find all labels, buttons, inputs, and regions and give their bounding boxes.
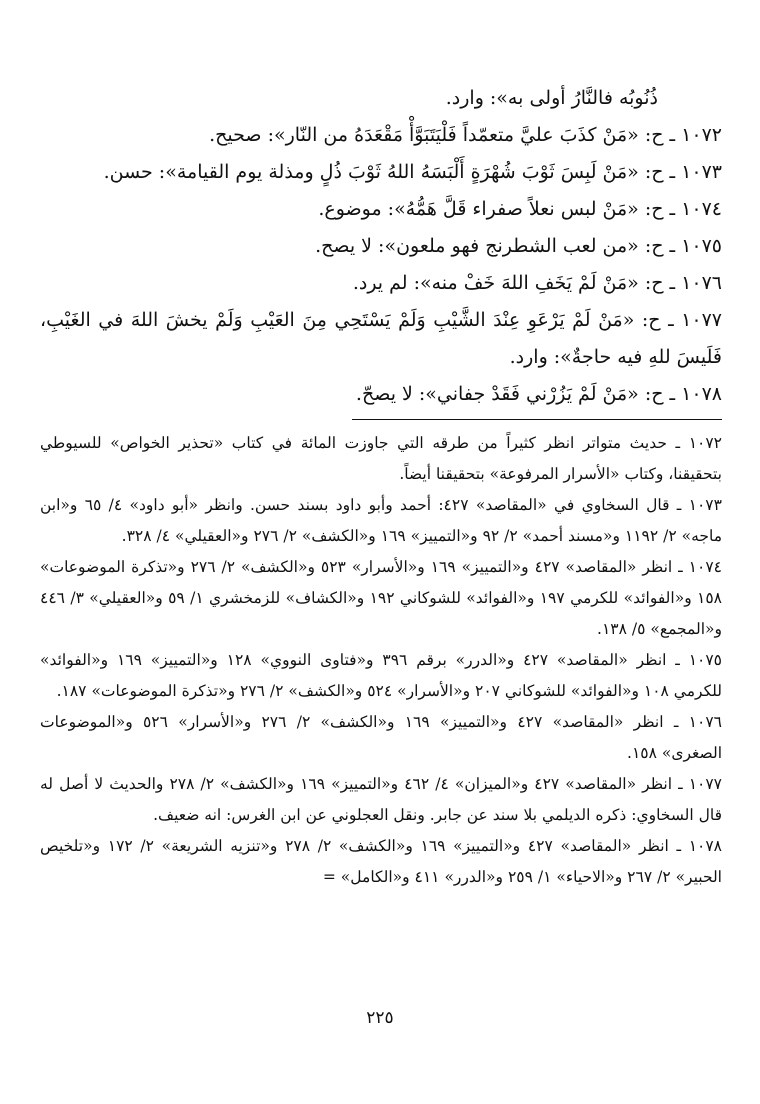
footnote-text: قال السخاوي في «المقاصد» ٤٢٧: أحمد وأبو داود بسند حسن. وانظر «أبو داود» ٤/ ٦٥ و«ابن ماجه» ٢/ ١١٩٢ و«مسند أحمد» ٢/ ٩٢ و«التمييز» ١٦٩ و«الكشف» ٢/ ٢٧٦ و«العقيلي» ٤/ ٣٢٨. [40,496,722,545]
entry-text: ح: «مَنْ لبس نعلاً صفراء قَلَّ هَمُّهُ»: موضوع. [318,198,664,220]
main-text [40,80,722,413]
footnote: ١٠٧٢ ـ حديث متواتر انظر كثيراً من طرقه التي جاوزت المائة في كتاب «تحذير الخواص» للسيوطي بتحقيقنا، وكتاب «الأسرار المرفوعة» بتحقيقنا أيضاً. [40,434,722,483]
hadith-entry: ١٠٧٨ ـ ح: «مَنْ لَمْ يَزُرْني فَقَدْ جفاني»: لا يصحّ. [355,383,722,405]
footnotes [40,428,722,893]
footnote-text: حديث متواتر انظر كثيراً من طرقه التي جاوزت المائة في كتاب «تحذير الخواص» للسيوطي بتحقيقنا، وكتاب «الأسرار المرفوعة» بتحقيقنا أيضاً. [40,434,722,483]
entry-text: ح: «مَنْ لَمْ يَرْعَوِ عِنْدَ الشَّيْبِ وَلَمْ يَسْتَحِي مِنَ العَيْبِ وَلَمْ يخشَ اللهَ في الغَيْبِ، فَلَيسَ للهِ فيه حاجةٌ»: وارد. [40,309,722,368]
entry-number: ١٠٧٢ [681,124,722,146]
entry-number: ١٠٧٣ [681,161,722,183]
continuation-line: ذُنُوبُه فالنَّارُ أولى به»: وارد. [445,87,658,109]
footnote-text: انظر «المقاصد» ٤٢٧ و«التمييز» ١٦٩ و«الكشف» ٢/ ٢٧٦ و«الأسرار» ٥٢٦ و«الموضوعات الصغرى» ١٥٨. [40,713,722,762]
page-content [40,80,722,893]
footnote: ١٠٧٥ ـ انظر «المقاصد» ٤٢٧ و«الدرر» برقم ٣٩٦ و«فتاوى النووي» ١٢٨ و«التمييز» ١٦٩ و«الفوائد» للكرمي ١٠٨ و«الفوائد» للشوكاني ٢٠٧ و«الأسرار» ٥٢٤ و«الكشف» ٢/ ٢٧٦ و«تذكرة الموضوعات» ١٨٧. [40,651,722,700]
hadith-entry: ١٠٧٥ ـ ح: «من لعب الشطرنج فهو ملعون»: لا يصح. [315,235,722,257]
footnote: ١٠٧٦ ـ انظر «المقاصد» ٤٢٧ و«التمييز» ١٦٩ و«الكشف» ٢/ ٢٧٦ و«الأسرار» ٥٢٦ و«الموضوعات الصغرى» ١٥٨. [40,713,722,762]
entry-number: ١٠٧٤ [681,198,722,220]
footnote-number: ١٠٧٤ [688,558,722,576]
footnote-number: ١٠٧٢ [688,434,722,452]
footnote-text: انظر «المقاصد» ٤٢٧ و«التمييز» ١٦٩ و«الأسرار» ٥٢٣ و«الكشف» ٢/ ٢٧٦ و«تذكرة الموضوعات» ١٥٨ و«الفوائد» للكرمي ١٩٧ و«الفوائد» للشوكاني ١٩٢ و«الكشاف» للزمخشري ١/ ٥٩ و«العقيلي» ٣/ ٤٤٦ و«المجمع» ٥/ ١٣٨. [40,558,723,638]
hadith-entry: ١٠٧٣ ـ ح: «مَنْ لَبِسَ ثَوْبَ شُهْرَةٍ أَلْبَسَهُ اللهُ ثَوْبَ ذُلٍ ومذلة يوم القيامة»: حسن. [103,161,722,183]
footnote-number: ١٠٧٦ [688,713,722,731]
footnote-divider [352,419,722,420]
footnote-text: انظر «المقاصد» ٤٢٧ و«التمييز» ١٦٩ و«الكشف» ٢/ ٢٧٨ و«تنزيه الشريعة» ٢/ ١٧٢ و«تلخيص الحبير» ٢/ ٢٦٧ و«الاحياء» ١/ ٢٥٩ و«الدرر» ٤١١ و«الكامل» = [40,837,722,886]
footnote: ١٠٧٣ ـ قال السخاوي في «المقاصد» ٤٢٧: أحمد وأبو داود بسند حسن. وانظر «أبو داود» ٤/ ٦٥ و«ابن ماجه» ٢/ ١١٩٢ و«مسند أحمد» ٢/ ٩٢ و«التمييز» ١٦٩ و«الكشف» ٢/ ٢٧٦ و«العقيلي» ٤/ ٣٢٨. [40,496,722,545]
entry-text: ح: «من لعب الشطرنج فهو ملعون»: لا يصح. [315,235,664,257]
footnote-number: ١٠٧٧ [688,775,722,793]
footnote: ١٠٧٨ ـ انظر «المقاصد» ٤٢٧ و«التمييز» ١٦٩ و«الكشف» ٢/ ٢٧٨ و«تنزيه الشريعة» ٢/ ١٧٢ و«تلخيص الحبير» ٢/ ٢٦٧ و«الاحياء» ١/ ٢٥٩ و«الدرر» ٤١١ و«الكامل» = [40,837,723,886]
footnote: ١٠٧٧ ـ انظر «المقاصد» ٤٢٧ و«الميزان» ٤/ ٤٦٢ و«التمييز» ١٦٩ و«الكشف» ٢/ ٢٧٨ والحديث لا أصل له قال السخاوي: ذكره الديلمي بلا سند عن جابر. ونقل العجلوني عن ابن الغرس: انه ضعيف. [40,775,722,824]
hadith-entry: ١٠٧٦ ـ ح: «مَنْ لَمْ يَخَفِ اللهَ خَفْ منه»: لم يرد. [352,272,722,294]
hadith-entry: ١٠٧٧ ـ ح: «مَنْ لَمْ يَرْعَوِ عِنْدَ الشَّيْبِ وَلَمْ يَسْتَحِي مِنَ العَيْبِ وَلَمْ يخشَ اللهَ في الغَيْبِ، فَلَيسَ للهِ فيه حاجةٌ»: وارد. [40,309,722,368]
entry-text: ح: «مَنْ لَمْ يَزُرْني فَقَدْ جفاني»: لا يصحّ. [355,383,664,405]
footnote: ١٠٧٤ ـ انظر «المقاصد» ٤٢٧ و«التمييز» ١٦٩ و«الأسرار» ٥٢٣ و«الكشف» ٢/ ٢٧٦ و«تذكرة الموضوعات» ١٥٨ و«الفوائد» للكرمي ١٩٧ و«الفوائد» للشوكاني ١٩٢ و«الكشاف» للزمخشري ١/ ٥٩ و«العقيلي» ٣/ ٤٤٦ و«المجمع» ٥/ ١٣٨. [40,558,723,638]
entry-text: ح: «مَنْ لَبِسَ ثَوْبَ شُهْرَةٍ أَلْبَسَهُ اللهُ ثَوْبَ ذُلٍ ومذلة يوم القيامة»: حسن. [103,161,664,183]
entry-number: ١٠٧٥ [681,235,722,257]
entry-text: ح: «مَنْ كذَبَ عليَّ متعمّداً فَلْيَتَبَوَّأْ مَقْعَدَهُ من النّار»: صحيح. [209,124,664,146]
entry-number: ١٠٧٨ [681,383,722,405]
footnote-number: ١٠٧٥ [688,651,722,669]
footnote-text: انظر «المقاصد» ٤٢٧ و«الدرر» برقم ٣٩٦ و«فتاوى النووي» ١٢٨ و«التمييز» ١٦٩ و«الفوائد» للكرمي ١٠٨ و«الفوائد» للشوكاني ٢٠٧ و«الأسرار» ٥٢٤ و«الكشف» ٢/ ٢٧٦ و«تذكرة الموضوعات» ١٨٧. [40,651,722,700]
entry-number: ١٠٧٧ [681,309,722,331]
footnote-number: ١٠٧٣ [688,496,722,514]
footnote-number: ١٠٧٨ [688,837,723,855]
page-number: ٢٢٥ [366,1008,394,1028]
entry-number: ١٠٧٦ [681,272,722,294]
hadith-entry: ١٠٧٢ ـ ح: «مَنْ كذَبَ عليَّ متعمّداً فَلْيَتَبَوَّأْ مَقْعَدَهُ من النّار»: صحيح. [209,124,722,146]
entry-text: ح: «مَنْ لَمْ يَخَفِ اللهَ خَفْ منه»: لم يرد. [352,272,664,294]
footnote-text: انظر «المقاصد» ٤٢٧ و«الميزان» ٤/ ٤٦٢ و«التمييز» ١٦٩ و«الكشف» ٢/ ٢٧٨ والحديث لا أصل له قال السخاوي: ذكره الديلمي بلا سند عن جابر. ونقل العجلوني عن ابن الغرس: انه ضعيف. [40,775,722,824]
hadith-entry: ١٠٧٤ ـ ح: «مَنْ لبس نعلاً صفراء قَلَّ هَمُّهُ»: موضوع. [318,198,722,220]
